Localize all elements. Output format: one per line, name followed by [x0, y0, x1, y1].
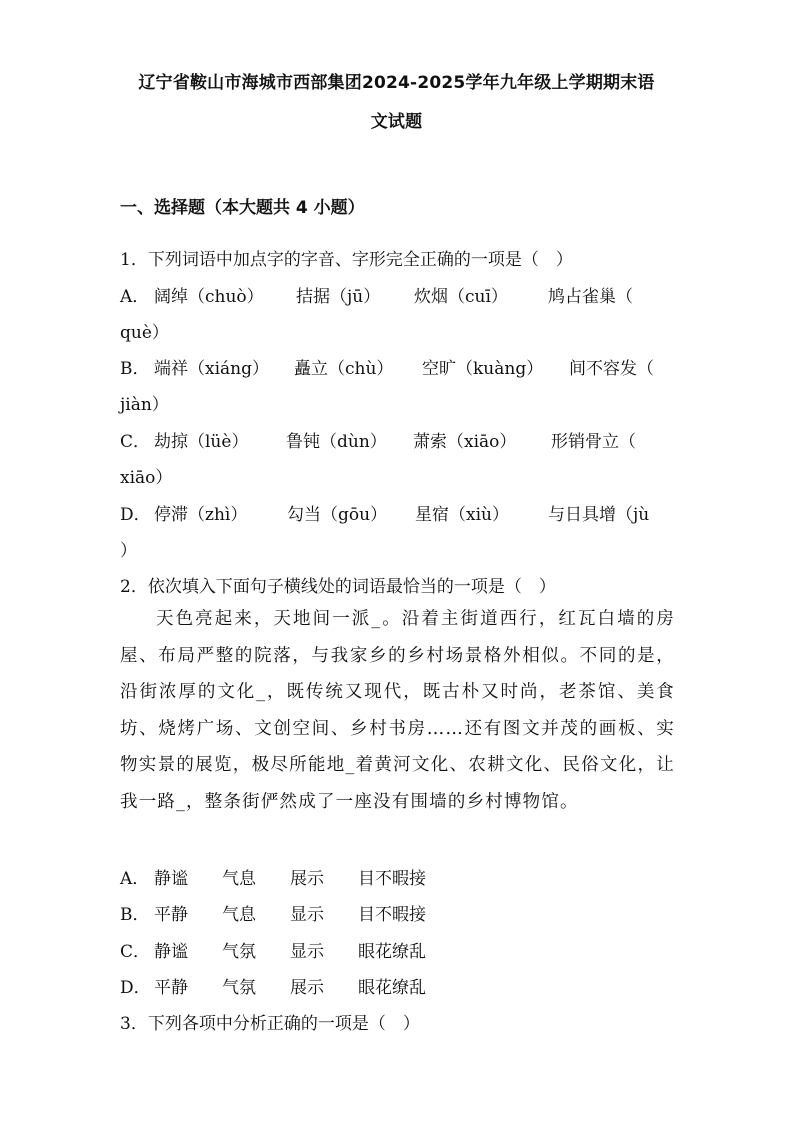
option-word: 静谧	[154, 869, 188, 889]
question-1-option-d	[120, 500, 650, 525]
option-word: 勾当（gōu）	[287, 505, 388, 525]
option-label: C．	[120, 432, 151, 452]
option-label: A．	[120, 869, 150, 889]
option-word: 气氛	[222, 942, 256, 962]
question-2-option-a	[120, 864, 426, 889]
option-label: D．	[120, 505, 151, 525]
option-word: 显示	[290, 905, 324, 925]
option-word: 展示	[290, 869, 324, 889]
option-label: B．	[120, 359, 150, 379]
question-1-option-d-cont: ）	[120, 541, 137, 561]
option-word: 炊烟（cuī）	[414, 287, 508, 307]
option-word: 平静	[154, 978, 188, 998]
option-word: 阔绰（chuò）	[154, 287, 264, 307]
option-word: 形销骨立（	[551, 432, 636, 452]
exam-title-line1: 辽宁省鞍山市海城市西部集团2024-2025学年九年级上学期期末语	[138, 73, 655, 93]
option-label: D．	[120, 978, 151, 998]
question-1-option-a	[120, 282, 633, 307]
option-word: 鲁钝（dùn）	[286, 432, 387, 452]
question-1-option-c-cont: xiāo）	[120, 468, 173, 488]
option-word: 展示	[290, 978, 324, 998]
question-2-option-c	[120, 937, 426, 962]
option-word: 气氛	[222, 978, 256, 998]
option-word: 气息	[222, 869, 256, 889]
option-word: 眼花缭乱	[358, 978, 426, 998]
option-word: 与日具增（jù	[548, 505, 650, 525]
option-word: 矗立（chù）	[294, 359, 394, 379]
option-word: 星宿（xiù）	[415, 505, 509, 525]
question-2-passage: 天色亮起来，天地间一派_。沿着主街道西行，红瓦白墙的房屋、布局严整的院落，与我家乡的乡村场景格外相似。不同的是，沿街浓厚的文化_，既传统又现代，既古朴又时尚，老茶馆、美食坊、烧烤广场、文创空间、乡村书房……还有图文并茂的画板、实物实景的展览，极尽所能地_着黄河文化、农耕文化、民俗文化，让我一路_，整条街俨然成了一座没有围墙的乡村博物馆。	[120, 609, 675, 812]
option-word: 萧索（xiāo）	[413, 432, 517, 452]
option-word: 目不暇接	[358, 869, 426, 889]
option-word: 目不暇接	[358, 905, 426, 925]
option-word: 空旷（kuàng）	[422, 359, 544, 379]
option-word: 劫掠（lüè）	[154, 432, 249, 452]
question-2-option-b	[120, 900, 426, 925]
exam-title-line2: 文试题	[370, 112, 423, 132]
option-word: 平静	[154, 905, 188, 925]
option-word: 显示	[290, 942, 324, 962]
question-3-stem: 3．下列各项中分析正确的一项是（ ）	[120, 1014, 420, 1034]
question-2-stem: 2．依次填入下面句子横线处的词语最恰当的一项是（ ）	[120, 577, 556, 597]
option-word: 气息	[222, 905, 256, 925]
question-1-option-c	[120, 427, 636, 452]
option-word: 眼花缭乱	[358, 942, 426, 962]
option-word: 端祥（xiáng）	[154, 359, 269, 379]
question-1-option-a-cont: què）	[120, 323, 169, 343]
option-word: 停滞（zhì）	[154, 505, 248, 525]
option-label: A．	[120, 287, 150, 307]
question-1-option-b-cont: jiàn）	[120, 395, 169, 415]
section-heading: 一、选择题（本大题共 4 小题）	[120, 198, 365, 218]
question-2-option-d	[120, 973, 426, 998]
option-label: C．	[120, 942, 151, 962]
question-1-option-b	[120, 354, 654, 379]
option-label: B．	[120, 905, 150, 925]
option-word: 间不容发（	[569, 359, 654, 379]
option-word: 拮据（jū）	[296, 287, 381, 307]
option-word: 鸠占雀巢（	[548, 287, 633, 307]
option-word: 静谧	[154, 942, 188, 962]
question-1-stem: 1．下列词语中加点字的字音、字形完全正确的一项是（ ）	[120, 250, 573, 270]
